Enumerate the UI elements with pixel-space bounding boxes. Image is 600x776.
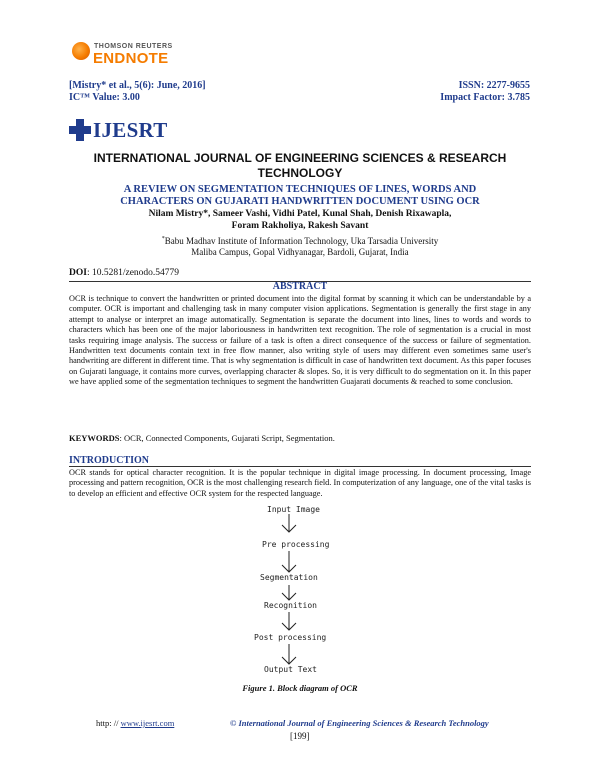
- figure-caption: Figure 1. Block diagram of OCR: [242, 683, 358, 693]
- journal-name-line: TECHNOLOGY: [257, 166, 343, 180]
- flow-step-input-image: Input Image: [267, 505, 320, 514]
- journal-short-name: IJESRT: [93, 118, 168, 142]
- doi-value: : 10.5281/zenodo.54779: [86, 268, 180, 278]
- keywords-label: KEYWORDS: [69, 433, 120, 443]
- affiliation-mark: *: [161, 236, 165, 242]
- introduction-heading: INTRODUCTION: [69, 455, 150, 466]
- page-number: [199]: [290, 731, 310, 741]
- flow-arrow: [282, 514, 296, 532]
- abstract-text: OCR is technique to convert the handwritten or printed document into the digital format by scanning it which can be understandable by a computer. OCR is important and challenging task in many computer vision applications. Segmentation is generally the first stage in any attempt to analyse or interpret an image automatically. Segmentation is separate the document into lines, lines to words and words to characters which has been one of the major laboriousness in handwritten text recognition. The role of segmentation is a crucial in most tasks requiring image analysis. The success or failure of a task is often a direct consequence of the success or failure of segmentation. Handwritten text documents contain text in free flow manner, also writing style of users may different even sometimes same user's handwriting are different in different time. That is why segmentation is difficult in case of handwritten text document. As this paper focuses on Gujarati language, it contains more curves, overlapping character & slopes. So, it is very difficult to do segmentation on it. In this paper we have applied some of the segmentation techniques to segment the handwritten Guajarati documents & reached to some conclusion.: [69, 294, 531, 387]
- flow-step-output-text: Output Text: [264, 665, 317, 674]
- footer-url: http: // www.ijesrt.com: [96, 718, 175, 728]
- doi-label: DOI: [69, 268, 87, 278]
- keywords-text: : OCR, Connected Components, Gujarati Script, Segmentation.: [119, 433, 335, 443]
- authors-line: Foram Rakholiya, Rakesh Savant: [231, 220, 369, 231]
- citation: [Mistry* et al., 5(6): June, 2016]: [69, 80, 206, 91]
- flow-arrow: [282, 585, 296, 600]
- affiliation-line: Maliba Campus, Gopal Vidhyanagar, Bardoli, Gujarat, India: [191, 247, 409, 257]
- flow-arrow: [282, 644, 296, 664]
- paper-title-line: A REVIEW ON SEGMENTATION TECHNIQUES OF LINES, WORDS AND: [123, 184, 477, 195]
- authors-line: Nilam Mistry*, Sameer Vashi, Vidhi Patel, Kunal Shah, Denish Rixawapla,: [148, 209, 452, 219]
- journal-name-line: INTERNATIONAL JOURNAL OF ENGINEERING SCIENCES & RESEARCH: [93, 151, 507, 165]
- logo-publisher-text: THOMSON REUTERS: [94, 43, 173, 50]
- paper-title-line: CHARACTERS ON GUJARATI HANDWRITTEN DOCUMENT USING OCR: [120, 196, 480, 207]
- flow-arrow: [282, 612, 296, 630]
- ic-value: IC™ Value: 3.00: [69, 92, 140, 103]
- flow-step-recognition: Recognition: [264, 601, 317, 610]
- flow-arrow: [282, 551, 296, 572]
- logo-endnote-text: ENDNOTE: [93, 50, 169, 67]
- abstract-heading: ABSTRACT: [272, 281, 328, 292]
- footer-copyright: © International Journal of Engineering Sciences & Research Technology: [230, 718, 489, 728]
- flow-step-segmentation: Segmentation: [260, 573, 318, 582]
- flow-step-pre-processing: Pre processing: [262, 540, 330, 549]
- flow-step-post-processing: Post processing: [254, 633, 327, 642]
- introduction-text: OCR stands for optical character recognition. It is the popular technique in digital image processing. In document processing, Image processing and pattern recognition, OCR is the most challenging research field. In computerization of any language, one of the vital tasks is to develop an efficient and effective OCR system for the respected language.: [69, 468, 531, 498]
- affiliation-line: *Babu Madhav Institute of Information Technology, Uka Tarsadia University: [161, 236, 439, 246]
- impact-factor: Impact Factor: 3.785: [440, 92, 530, 103]
- website-link[interactable]: www.ijesrt.com: [120, 718, 175, 728]
- issn: ISSN: 2277-9655: [458, 80, 530, 91]
